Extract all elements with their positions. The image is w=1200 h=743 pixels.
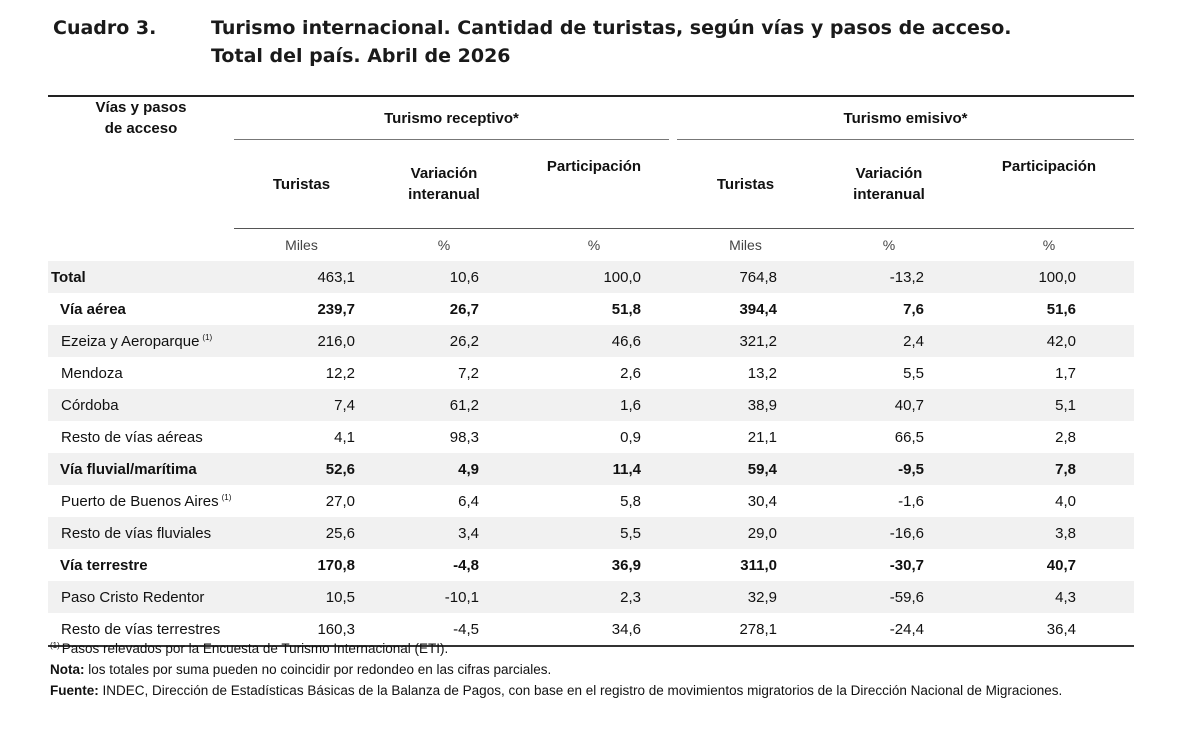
row-gap (669, 325, 677, 357)
row-label: Total (51, 268, 86, 286)
row-header-cell (48, 96, 234, 229)
row-label: Ezeiza y Aeroparque (61, 332, 200, 350)
table-row (48, 549, 1134, 581)
table-row (48, 421, 1134, 453)
row-label-cell (48, 421, 234, 453)
cell-participacion-receptivo: 36,9 (611, 556, 641, 574)
row-gap (669, 549, 677, 581)
row-gap (669, 517, 677, 549)
row-gap (669, 293, 677, 325)
cell-variacion-receptivo: 6,4 (458, 492, 479, 510)
cell-participacion-receptivo: 2,3 (519, 581, 669, 613)
cell-turistas-emisivo: 13,2 (747, 364, 777, 382)
cell-participacion-emisivo: 1,7 (1055, 364, 1076, 382)
row-label-cell (48, 549, 234, 581)
cell-variacion-receptivo: 26,2 (369, 325, 519, 357)
cell-variacion-receptivo: 98,3 (449, 428, 479, 446)
cell-turistas-receptivo: 27,0 (325, 492, 355, 510)
cell-variacion-receptivo: 26,7 (449, 300, 479, 318)
cell-participacion-receptivo: 5,5 (519, 517, 669, 549)
table-number: Cuadro 3. (53, 17, 157, 39)
row-gap (669, 261, 677, 293)
row-label-cell (48, 485, 234, 517)
table-row (48, 293, 1134, 325)
cell-turistas-emisivo: 30,4 (747, 492, 777, 510)
cell-variacion-receptivo: 4,9 (369, 453, 519, 485)
cell-variacion-emisivo: -16,6 (814, 517, 964, 549)
row-gap (669, 389, 677, 421)
unit-pct-var-r: % (437, 237, 451, 253)
row-gap (669, 581, 677, 613)
group-emisivo: Turismo emisivo* (677, 96, 1134, 140)
cell-turistas-emisivo: 21,1 (747, 428, 777, 446)
header-gap (669, 140, 677, 229)
unit-miles-r: Miles (285, 237, 318, 253)
cell-turistas-emisivo: 59,4 (677, 453, 814, 485)
row-label: Paso Cristo Redentor (61, 588, 205, 606)
row-label: Vía fluvial/marítima (60, 460, 197, 478)
tourism-table (48, 95, 1134, 647)
footnote-text: Pasos relevados por la Encuesta de Turismo Internacional (ETI). (61, 641, 449, 656)
col-participacion-r: Participación (519, 140, 669, 229)
group-receptivo: Turismo receptivo* (234, 96, 669, 140)
cell-turistas-receptivo: 7,4 (234, 389, 369, 421)
table-row (48, 485, 1134, 517)
cell-variacion-emisivo: -1,6 (898, 492, 924, 510)
row-label: Puerto de Buenos Aires (61, 492, 219, 510)
cell-turistas-receptivo: 52,6 (234, 453, 369, 485)
cell-turistas-emisivo: 311,0 (740, 556, 777, 574)
row-header-line-1: Vías y pasos (95, 99, 187, 116)
group-gap (669, 96, 677, 140)
cell-participacion-receptivo: 5,8 (620, 492, 641, 510)
cell-participacion-receptivo: 34,6 (519, 613, 669, 646)
row-label-cell (48, 389, 234, 421)
cell-participacion-receptivo: 51,8 (611, 300, 641, 318)
row-gap (669, 453, 677, 485)
cell-variacion-emisivo: -13,2 (814, 261, 964, 293)
cell-participacion-emisivo: 100,0 (964, 261, 1134, 293)
row-label-cell (48, 293, 234, 325)
cell-turistas-emisivo: 38,9 (677, 389, 814, 421)
cell-turistas-receptivo: 12,2 (325, 364, 355, 382)
cell-turistas-receptivo: 25,6 (234, 517, 369, 549)
cell-participacion-receptivo: 0,9 (620, 428, 641, 446)
cell-turistas-receptivo: 216,0 (234, 325, 369, 357)
row-label: Córdoba (61, 396, 119, 414)
cell-participacion-emisivo: 7,8 (964, 453, 1134, 485)
cell-participacion-emisivo: 42,0 (964, 325, 1134, 357)
notes (50, 638, 1140, 704)
table-row (48, 517, 1134, 549)
cell-variacion-emisivo: 40,7 (814, 389, 964, 421)
fuente (50, 683, 1140, 699)
table-row (48, 357, 1134, 389)
cell-variacion-receptivo: 10,6 (369, 261, 519, 293)
row-label-cell (48, 325, 234, 357)
unit-miles-e: Miles (729, 237, 762, 253)
unit-pct-part-e: % (1042, 237, 1056, 253)
cell-participacion-emisivo: 2,8 (1055, 428, 1076, 446)
row-gap (669, 485, 677, 517)
col-variacion-r-line-2: interanual (408, 186, 480, 203)
cell-turistas-receptivo: 160,3 (234, 613, 369, 646)
title-line-1: Turismo internacional. Cantidad de turistas, según vías y pasos de acceso. (211, 17, 1012, 39)
cell-turistas-emisivo: 394,4 (739, 300, 777, 318)
cell-turistas-emisivo: 278,1 (677, 613, 814, 646)
cell-variacion-emisivo: -59,6 (814, 581, 964, 613)
nota (50, 662, 1140, 678)
cell-turistas-emisivo: 29,0 (677, 517, 814, 549)
row-label-cell (48, 581, 234, 613)
row-label: Vía aérea (60, 300, 126, 318)
cell-variacion-emisivo: -30,7 (889, 556, 924, 574)
col-variacion-r (369, 140, 519, 229)
units-gap (669, 229, 677, 262)
fuente-text: INDEC, Dirección de Estadísticas Básicas de la Balanza de Pagos, con base en el registro de movimientos migratorios de la Dirección Nacional de Migraciones. (98, 683, 1063, 698)
row-label: Resto de vías fluviales (61, 524, 212, 542)
cell-variacion-receptivo: 3,4 (369, 517, 519, 549)
row-header-line-2: de acceso (104, 120, 178, 137)
col-participacion-e: Participación (964, 140, 1134, 229)
cell-variacion-receptivo: -4,5 (369, 613, 519, 646)
unit-pct-var-e: % (882, 237, 896, 253)
cell-turistas-receptivo: 463,1 (234, 261, 369, 293)
cell-participacion-emisivo: 36,4 (964, 613, 1134, 646)
title-line-2: Total del país. Abril de 2026 (211, 45, 511, 67)
cell-turistas-emisivo: 321,2 (677, 325, 814, 357)
cell-variacion-emisivo: 2,4 (814, 325, 964, 357)
nota-label: Nota: (50, 662, 85, 677)
cell-variacion-receptivo: -4,8 (453, 556, 479, 574)
cell-turistas-emisivo: 32,9 (677, 581, 814, 613)
cell-variacion-emisivo: 7,6 (903, 300, 924, 318)
row-gap (669, 357, 677, 389)
col-turistas-e: Turistas (677, 140, 814, 229)
row-label-cell (48, 261, 234, 293)
cell-participacion-receptivo: 2,6 (620, 364, 641, 382)
row-label: Mendoza (61, 364, 123, 382)
table-row (48, 325, 1134, 357)
row-label-cell (48, 453, 234, 485)
cell-participacion-receptivo: 100,0 (519, 261, 669, 293)
col-variacion-r-line-1: Variación (410, 165, 478, 182)
col-variacion-e-line-2: interanual (853, 186, 925, 203)
cell-variacion-receptivo: 7,2 (458, 364, 479, 382)
table-title (53, 14, 1153, 70)
row-label: Resto de vías terrestres (61, 620, 221, 638)
col-variacion-e-line-1: Variación (855, 165, 923, 182)
cell-variacion-receptivo: 61,2 (369, 389, 519, 421)
col-turistas-r: Turistas (234, 140, 369, 229)
data-rows (48, 261, 1134, 646)
cell-participacion-emisivo: 3,8 (964, 517, 1134, 549)
col-variacion-e (814, 140, 964, 229)
cell-participacion-receptivo: 11,4 (519, 453, 669, 485)
row-label-cell (48, 517, 234, 549)
group-header-row (48, 96, 1134, 140)
fuente-label: Fuente: (50, 683, 99, 698)
row-label-cell (48, 357, 234, 389)
cell-variacion-emisivo: 66,5 (894, 428, 924, 446)
table-row (48, 261, 1134, 293)
cell-turistas-receptivo: 239,7 (317, 300, 355, 318)
cell-participacion-emisivo: 4,3 (964, 581, 1134, 613)
cell-variacion-receptivo: -10,1 (369, 581, 519, 613)
table-row (48, 453, 1134, 485)
table-row (48, 581, 1134, 613)
cell-turistas-receptivo: 170,8 (317, 556, 355, 574)
cell-variacion-emisivo: 5,5 (903, 364, 924, 382)
units-row (48, 229, 1134, 262)
cell-participacion-emisivo: 4,0 (1055, 492, 1076, 510)
cell-participacion-receptivo: 46,6 (519, 325, 669, 357)
row-label: Vía terrestre (60, 556, 148, 574)
cell-turistas-receptivo: 4,1 (334, 428, 355, 446)
nota-text: los totales por suma pueden no coincidir por redondeo en las cifras parciales. (84, 662, 552, 677)
cell-participacion-emisivo: 51,6 (1046, 300, 1076, 318)
cell-variacion-emisivo: -24,4 (814, 613, 964, 646)
cell-variacion-emisivo: -9,5 (814, 453, 964, 485)
cell-turistas-emisivo: 764,8 (677, 261, 814, 293)
row-gap (669, 421, 677, 453)
footnote-ref: (1) (221, 492, 232, 502)
row-label: Resto de vías aéreas (61, 428, 203, 446)
table-row (48, 389, 1134, 421)
footnote-mark: (1) (50, 641, 60, 650)
cell-participacion-emisivo: 5,1 (964, 389, 1134, 421)
cell-turistas-receptivo: 10,5 (234, 581, 369, 613)
unit-pct-part-r: % (587, 237, 601, 253)
units-empty (48, 229, 234, 262)
cell-participacion-receptivo: 1,6 (519, 389, 669, 421)
footnote-ref: (1) (202, 332, 213, 342)
footnote (50, 638, 1140, 657)
cell-participacion-emisivo: 40,7 (1046, 556, 1076, 574)
